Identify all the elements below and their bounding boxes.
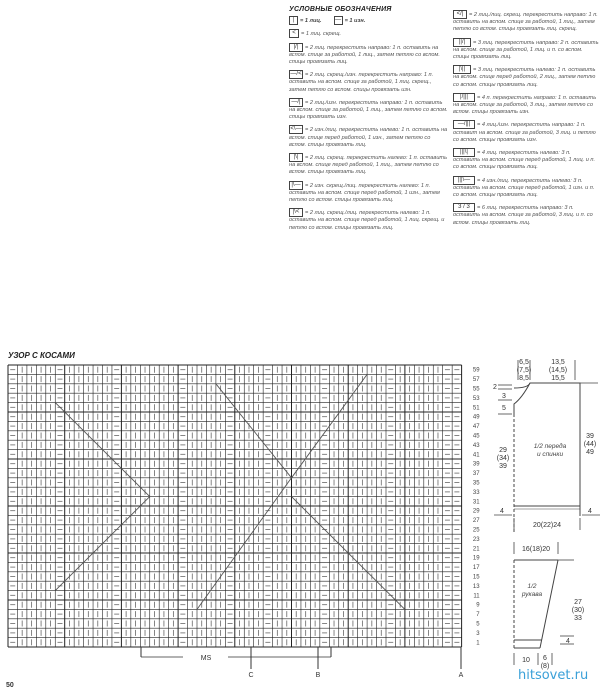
top-right-measure-2: (14,5) <box>548 367 568 374</box>
cable-symbol-icon: 3 / 3 <box>453 203 475 212</box>
row-number: 47 <box>472 424 480 431</box>
row-number: 21 <box>472 546 480 553</box>
cable-symbol-icon: ||/| <box>453 38 471 47</box>
row-number: 37 <box>472 471 480 478</box>
cable-symbol-icon: |\< <box>289 208 303 217</box>
cable-symbol-icon: —/| <box>289 98 303 107</box>
legend-left-items <box>289 29 449 231</box>
cable-symbol-icon: <\— <box>290 126 302 133</box>
legend-item <box>289 43 449 67</box>
cable-symbol-icon: |\— <box>289 181 303 190</box>
legend-item-text: = 2 лиц./лиц. скрещ. перекрестить направо: 1 п. оставить на вспом. спице за работой, 1 лиц., затем петлю со вспом. спицы провязать лиц. скрещ. <box>453 11 598 33</box>
legend-item-text: = 2 лиц. перекрестить направо: 1 п. оставить на вспом. спице за работой, 1 лиц., затем петлю со вспом. спицы провязать лиц. <box>289 44 440 65</box>
row-number: 19 <box>472 555 480 562</box>
cable-symbol-icon: |/| <box>289 43 303 52</box>
row-number: 43 <box>472 442 480 449</box>
legend-left-column <box>289 6 449 236</box>
legend-item <box>453 65 599 89</box>
cable-symbol-icon: </| <box>453 10 467 19</box>
legend-item-purl: — = 1 изн. <box>335 17 366 25</box>
cable-symbol-icon: |\| <box>289 153 303 162</box>
legend-right-column <box>453 10 599 231</box>
row-number: 5 <box>476 621 480 628</box>
sleeve-top-width: 16(18)20 <box>521 546 551 553</box>
cable-symbol-icon: |||\| <box>453 148 475 157</box>
marker-c: C <box>248 672 254 679</box>
top-left-measure-3: 8,5 <box>519 375 529 382</box>
row-number: 15 <box>472 574 480 581</box>
sleeve-height-3: 33 <box>574 615 582 622</box>
legend-item-text: = 2 изн./лиц. перекрестить налево: 1 п. оставить на вспом. спице перед работой, 1 изн., затем петлю со вспом. спицы провязать лиц. <box>289 127 448 148</box>
body-label-2: и спинки <box>536 451 564 458</box>
row-number: 41 <box>472 452 480 459</box>
row-number: 59 <box>472 367 480 374</box>
left-height-1: 29 <box>499 447 507 454</box>
row-number: 33 <box>472 489 480 496</box>
cable-symbol-icon: |\|| <box>453 65 471 74</box>
row-number: 31 <box>472 499 480 506</box>
body-schema <box>493 359 600 532</box>
row-number: 35 <box>472 480 480 487</box>
chart-grid <box>8 365 462 647</box>
sleeve-height-2: (30) <box>571 607 585 614</box>
marker-b: B <box>315 672 321 679</box>
legend-item <box>289 181 449 205</box>
top-left-measure-1: 6,5 <box>519 359 529 366</box>
marker-a: A <box>458 672 464 679</box>
legend-item <box>289 125 449 149</box>
top-left-measure-2: (7,5) <box>516 367 532 374</box>
sleeve-height-1: 27 <box>574 599 582 606</box>
legend-item-text: = 1 лиц. скрещ. <box>301 31 342 38</box>
legend-item-text: = 2 лиц. скрещ./лиц. перекрестить налево: 1 п. оставить на вспом. спице перед работой, 1 лиц. скрещ. и петлю со вспом. спицы провязать лиц. <box>289 210 445 231</box>
neck-depth-2: 2 <box>493 384 497 391</box>
sleeve-bottom-width: 10 <box>522 657 530 664</box>
legend-item-text: = 4 изн./лиц. перекрестить налево: 3 п. оставить на вспом. спице перед работой, 1 изн. и п. со вспом. спицы провязать лиц. <box>453 177 595 198</box>
legend-item <box>453 10 599 34</box>
row-number: 49 <box>472 414 480 421</box>
sleeve-label-2: рукава <box>521 591 543 598</box>
cable-symbol-icon: —/< <box>290 71 302 78</box>
legend-item-text: = 3 лиц. перекрестить налево: 1 п. оставить на вспом. спице перед работой, 2 лиц., затем петлю со вспом. спицы провязать лиц. <box>453 67 596 88</box>
legend-item <box>289 29 449 38</box>
rib-right: 4 <box>588 508 592 515</box>
row-number: 9 <box>476 602 480 609</box>
row-number: 29 <box>472 508 480 515</box>
legend-item-text: = 4 лиц. перекрестить налево: 3 п. оставить на вспом. спице перед работой, 1 лиц. и п. со вспом. спицы провязать лиц. <box>453 149 596 171</box>
neck-depth-3: 3 <box>502 393 506 400</box>
rib-left: 4 <box>500 508 504 515</box>
cable-symbol-icon: |/||| <box>453 93 475 102</box>
cable-symbol-icon: —/||| <box>453 120 475 129</box>
watermark: hitsovet.ru <box>518 668 589 683</box>
top-right-measure-3: 15,5 <box>551 375 565 382</box>
legend-right-items <box>453 10 599 227</box>
right-height-3: 49 <box>586 449 594 456</box>
row-number: 1 <box>476 640 480 647</box>
left-height-3: 39 <box>499 463 507 470</box>
row-number: 27 <box>472 518 480 525</box>
sleeve-rib: 4 <box>566 638 570 645</box>
garment-schema <box>490 358 602 688</box>
legend-item-knit: | = 1 лиц. <box>289 16 322 25</box>
legend-item-text: = 2 лиц. скрещ. перекрестить налево: 1 п. оставить на вспом. спице перед работой, 1 лиц., затем петлю со вспом. спицы провязать лиц. <box>289 154 448 176</box>
page-number: 50 <box>6 682 14 689</box>
legend-item <box>453 120 599 144</box>
marker-ms: MS <box>200 655 212 662</box>
row-number: 51 <box>472 405 480 412</box>
row-number: 57 <box>472 377 480 384</box>
legend-item <box>453 38 599 62</box>
row-number: 7 <box>476 612 480 619</box>
cable-symbol-icon: < <box>289 29 299 38</box>
legend-item-text: = 2 изн. скрещ./лиц. перекрестить налево: 1 п. оставить на вспом. спице перед работой, 1 изн., затем петлю со вспом. спицы провязать лиц. <box>289 182 440 203</box>
purl-symbol-icon: — <box>335 17 342 24</box>
legend-item <box>289 98 449 122</box>
cable-symbol-icon: |||\— <box>453 176 475 185</box>
legend-item-text: = 4 лиц./изн. перекрестить направо: 1 п. оставит на вспом. спице за работой, 3 лиц. и петлю со вспом. спицы провязать изн. <box>453 122 596 143</box>
legend-item <box>453 176 599 200</box>
sleeve-schema <box>514 542 584 670</box>
knit-symbol-icon: | <box>289 16 298 25</box>
legend-item-text: = 6 лиц. перекрестить направо: 3 п. оставить на вспом. спице за работой, 3 лиц. и п. со вспом. спицы провязать лиц. <box>453 205 593 226</box>
legend-item-text: = 3 лиц. перекрестить направо: 2 п. оставить на вспом. спице за работой, 1 лиц. и п. со вспом. спицы провязать лиц. <box>453 39 599 60</box>
legend-item <box>289 208 449 232</box>
legend-item-text: = 4 п. перекрестить направо: 1 п. оставить на вспом. спице за работой, 3 лиц., затем петлю со вспом. спицы провязать изн. <box>453 94 597 116</box>
row-number: 11 <box>473 593 480 600</box>
row-number: 25 <box>472 527 480 534</box>
left-height-2: (34) <box>496 455 510 462</box>
row-number: 23 <box>472 536 480 543</box>
legend-item <box>453 203 599 227</box>
row-number: 45 <box>472 433 480 440</box>
top-right-measure-1: 13,5 <box>551 359 565 366</box>
chart-title: УЗОР С КОСАМИ <box>8 351 75 360</box>
sleeve-increase-1: 6 <box>543 655 547 662</box>
legend-item-text: = 2 лиц./изн. перекрестить направо: 1 п. оставить на вспом. спице за работой, 1 лиц., затем петлю со вспом. спицы провязать изн. <box>289 99 448 121</box>
row-number: 17 <box>472 565 480 572</box>
legend-title: УСЛОВНЫЕ ОБОЗНАЧЕНИЯ <box>289 6 392 13</box>
body-width: 20(22)24 <box>532 522 562 529</box>
sleeve-increase-2: (8) <box>540 663 550 670</box>
row-number: 13 <box>472 583 480 590</box>
sleeve-label-1: 1/2 <box>527 583 537 590</box>
row-number: 55 <box>472 386 480 393</box>
right-height-1: 39 <box>586 433 594 440</box>
legend-item <box>453 93 599 117</box>
right-height-2: (44) <box>583 441 597 448</box>
body-label-1: 1/2 переда <box>533 443 567 450</box>
neck-depth-5: 5 <box>502 405 506 412</box>
legend-item-text: = 2 лиц. скрещ./изн. перекрестить направо: 1 п. оставить на вспом. спице за работой, 1 лиц. скрещ., затем петлю со вспом. спицы провязать изн. <box>289 72 434 93</box>
row-number: 3 <box>476 630 480 637</box>
cable-pattern-chart <box>0 360 490 685</box>
row-number: 39 <box>472 461 480 468</box>
legend-basic-row <box>289 16 449 25</box>
legend-item <box>289 153 449 177</box>
legend-item <box>453 148 599 172</box>
legend-item <box>289 70 449 94</box>
row-number: 53 <box>472 395 480 402</box>
